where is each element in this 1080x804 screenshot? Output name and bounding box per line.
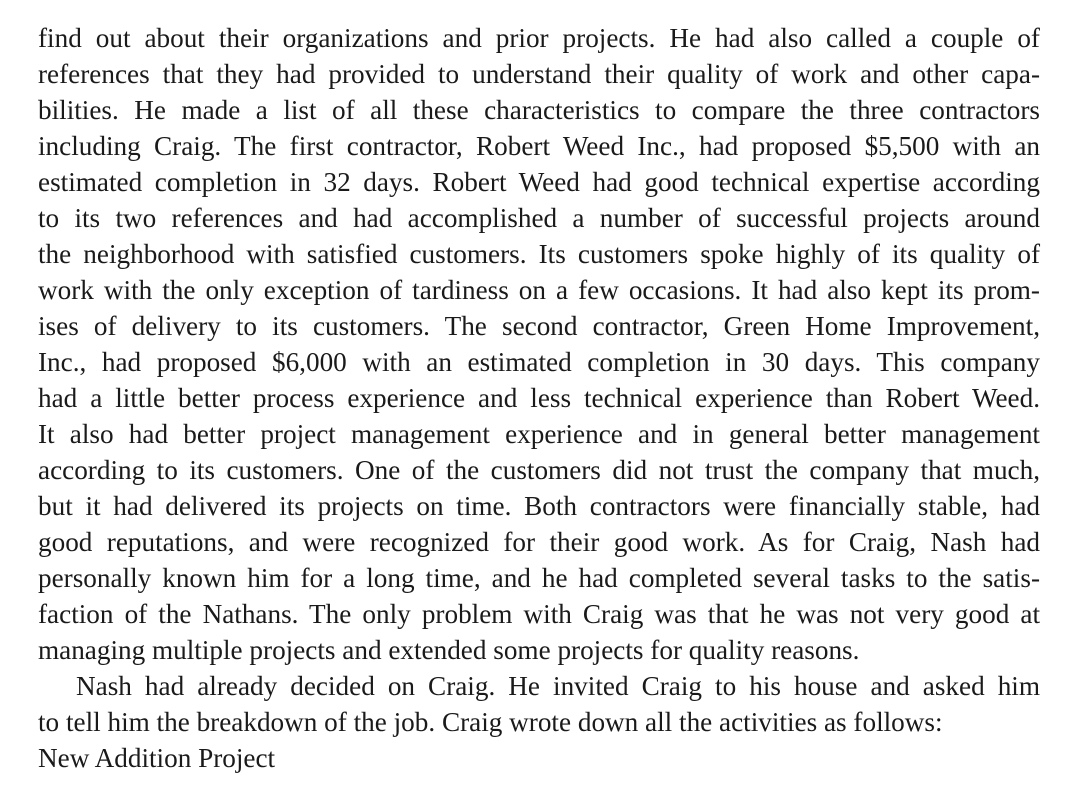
text-line: bilities. He made a list of all these characteristics to compare the three contractors xyxy=(38,95,1040,125)
text-line: estimated completion in 32 days. Robert Weed had good technical expertise according xyxy=(38,167,1040,197)
paragraph-1 xyxy=(38,20,1040,668)
text-line: managing multiple projects and extended some projects for quality reasons. xyxy=(38,635,860,665)
text-line: had a little better process experience and less technical experience than Robert Weed. xyxy=(38,383,1040,413)
text-line: to tell him the breakdown of the job. Craig wrote down all the activities as follows: xyxy=(38,707,943,737)
text-line: the neighborhood with satisfied customers. Its customers spoke highly of its quality of xyxy=(38,239,1040,269)
text-line: including Craig. The first contractor, Robert Weed Inc., had proposed $5,500 with an xyxy=(38,131,1040,161)
text-line: work with the only exception of tardiness on a few occasions. It had also kept its prom- xyxy=(38,275,1040,305)
text-line: but it had delivered its projects on time. Both contractors were financially stable, had xyxy=(38,491,1040,521)
section-heading: New Addition Project xyxy=(38,743,276,773)
text-line: It also had better project management experience and in general better management xyxy=(38,419,1040,449)
paragraph-2 xyxy=(38,668,1040,740)
text-line: ises of delivery to its customers. The second contractor, Green Home Improvement, xyxy=(38,311,1040,341)
text-line: good reputations, and were recognized for their good work. As for Craig, Nash had xyxy=(38,527,1040,557)
text-line: Inc., had proposed $6,000 with an estimated completion in 30 days. This company xyxy=(38,347,1040,377)
text-line: references that they had provided to understand their quality of work and other capa- xyxy=(38,59,1040,89)
document-page xyxy=(38,20,1040,776)
text-line: according to its customers. One of the customers did not trust the company that much, xyxy=(38,455,1040,485)
text-line: personally known him for a long time, and he had completed several tasks to the satis- xyxy=(38,563,1040,593)
text-line: to its two references and had accomplished a number of successful projects around xyxy=(38,203,1040,233)
text-line: faction of the Nathans. The only problem with Craig was that he was not very good at xyxy=(38,599,1040,629)
text-line: Nash had already decided on Craig. He invited Craig to his house and asked him xyxy=(76,671,1040,701)
text-line: find out about their organizations and prior projects. He had also called a couple of xyxy=(38,23,1040,53)
